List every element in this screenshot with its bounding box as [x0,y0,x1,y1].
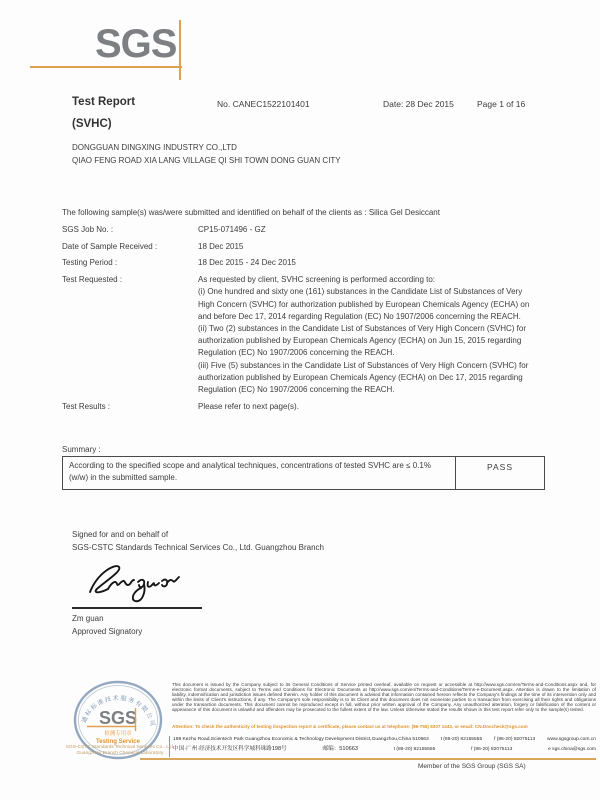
signatory-role: Approved Signatory [72,627,143,636]
detail-row-testing-period [62,257,544,269]
sgs-logo-text: SGS [95,22,177,66]
footer-address-cn [173,744,596,752]
footer-attention-line: Attention: To check the authenticity of testing /inspection report & certificate, please contact us at telephone: (86-755) 8307 1443, or email: CN.Doccheck@sgs.com [172,724,528,729]
fax-cn: f (86-20) 82075113 [471,747,513,752]
detail-value: CP15-071496 - GZ [198,225,266,234]
seal-caption-line1: SGS-CSTC Standards Technical Services Co., Ltd. [65,745,175,750]
detail-label: SGS Job No. : [62,225,114,234]
fax-en: f (86-20) 82075113 [493,737,536,742]
summary-table [62,456,545,490]
footer-disclaimer: This document is issued by the Company subject to its General Conditions of Service printed overleaf, available on request or accessible at http://www.sgs.com/en/Terms-and-Conditions.aspx and, for electronic format documents, subject to Terms and Conditions for Electronic Documents at http://www.sgs.com/en/Terms-and-Conditions/Terms-e-Document.aspx. Attention is drawn to the limitation of liability, indemnification and jurisdiction issues defined therein. Any holder of this document is advised that information contained hereon reflects the Company's findings at the time of its intervention only and within the limits of Client's instructions, if any. The Company's sole responsibility is to its Client and this document does not exonerate parties to a transaction from exercising all their rights and obligations under the transaction documents. This document cannot be reproduced except in full, without prior written approval of the Company. Any unauthorized alteration, forgery or falsification of the content or appearance of this document is unlawful and offenders may be prosecuted to the fullest extent of the law. Unless otherwise stated the results shown in this test report refer only to the sample(s) tested. [172,682,596,712]
page-indicator: Page 1 of 16 [477,99,526,109]
footer-address-block [173,737,596,752]
client-name: DONGGUAN DINGXING INDUSTRY CO.,LTD [72,143,237,152]
seal-sgs-text: SGS [98,708,138,728]
seal-caption [48,745,192,757]
signed-block [72,528,324,554]
report-date: Date: 28 Dec 2015 [383,99,454,109]
address-en-text: 198 Kezhu Road,Scientech Park Guangzhou Economic & Technology Development District,Guangzhou,China 510663 [173,737,429,742]
seal-arc-text: 通标标准技术服务有限公司 [81,695,156,729]
summary-label: Summary : [62,445,101,454]
report-number: No. CANEC1522101401 [217,99,310,109]
email-cn: e sgs.china@sgs.com [548,747,596,752]
postal-cn: 邮编：510663 [322,746,358,752]
detail-row-test-results [62,401,544,413]
detail-value: 18 Dec 2015 [198,241,244,251]
details-table [62,224,544,417]
summary-result-pass: PASS [455,457,544,489]
summary-text: According to the specified scope and analytical techniques, concentrations of tested SVHC are ≤ 0.1% (w/w) in the submitted sample. [69,461,431,482]
detail-value: Please refer to next page(s). [198,401,299,411]
client-address: QIAO FENG ROAD XIA LANG VILLAGE QI SHI TOWN DONG GUAN CITY [72,156,341,165]
seal-service-text: Testing Service [96,739,140,745]
detail-row-date-received [62,241,544,253]
detail-label: Date of Sample Received : [62,241,158,251]
seal-caption-line2: Guangzhou Branch Chemical Laboratory [76,751,164,756]
logo-horizontal-line [30,66,182,68]
signed-for-line: Signed for and on behalf of [72,530,169,539]
footer-rule [140,758,596,760]
signatory-name: Zm guan [72,614,104,623]
report-title-line1: Test Report [72,96,136,108]
detail-label: Test Requested : [62,275,123,285]
tel-cn: t (86-20) 82155555 [393,747,436,752]
handwritten-signature [78,558,218,606]
footer-address-en [173,737,596,742]
test-requested-item-ii: (ii) Two (2) substances in the Candidate List of Substances of Very High Concern (SVHC) for authorization published by European Chemicals Agency (ECHA) on Jun 15, 2015 regarding Regulation (EC) No 1907/2006 concerning the REACH. [198,323,527,358]
sgs-logo [95,24,176,64]
website-url: www.sgsgroup.com.cn [547,737,596,742]
report-title-line2: (SVHC) [72,118,112,130]
address-cn-text: 中国·广州·经济技术开发区科学城科珠路198号 [173,746,287,752]
client-block [72,141,341,167]
logo-vertical-line [179,20,181,80]
seal-cn-small: 检测专用章 [104,731,132,737]
detail-row-job-no [62,224,544,236]
test-requested-item-iii: (iii) Five (5) substances in the Candidate List of Substances of Very High Concern (SVHC) for authorization published by European Chemicals Agency (ECHA) on Dec 17, 2015 regarding Regulation (EC) No 1907/2006 concerning the REACH. [198,360,529,394]
tel-en: t (86-20) 82155555 [440,737,483,742]
detail-value: 18 Dec 2015 - 24 Dec 2015 [198,258,296,268]
detail-row-test-requested [62,274,544,396]
detail-label: Test Results : [62,401,111,411]
test-requested-intro: As requested by client, SVHC screening is performed according to: [198,275,436,285]
member-line: Member of the SGS Group (SGS SA) [418,763,526,770]
signature-underline [72,607,202,609]
test-requested-item-i: (i) One hundred and sixty one (161) substances in the Candidate List of Substances of Very High Concern (SVHC) for authorization published by European Chemicals Agency (ECHA) on and before Dec 17, 2014 regarding Regulation (EC) No 1907/2006 concerning the REACH. [198,287,530,321]
detail-label: Testing Period : [62,258,118,268]
signed-company-line: SGS-CSTC Standards Technical Services Co., Ltd. Guangzhou Branch [72,543,324,552]
detail-value-paragraphs [198,274,530,396]
sample-intro-line: The following sample(s) was/were submitted and identified on behalf of the clients as : Silica Gel Desiccant [62,208,440,217]
